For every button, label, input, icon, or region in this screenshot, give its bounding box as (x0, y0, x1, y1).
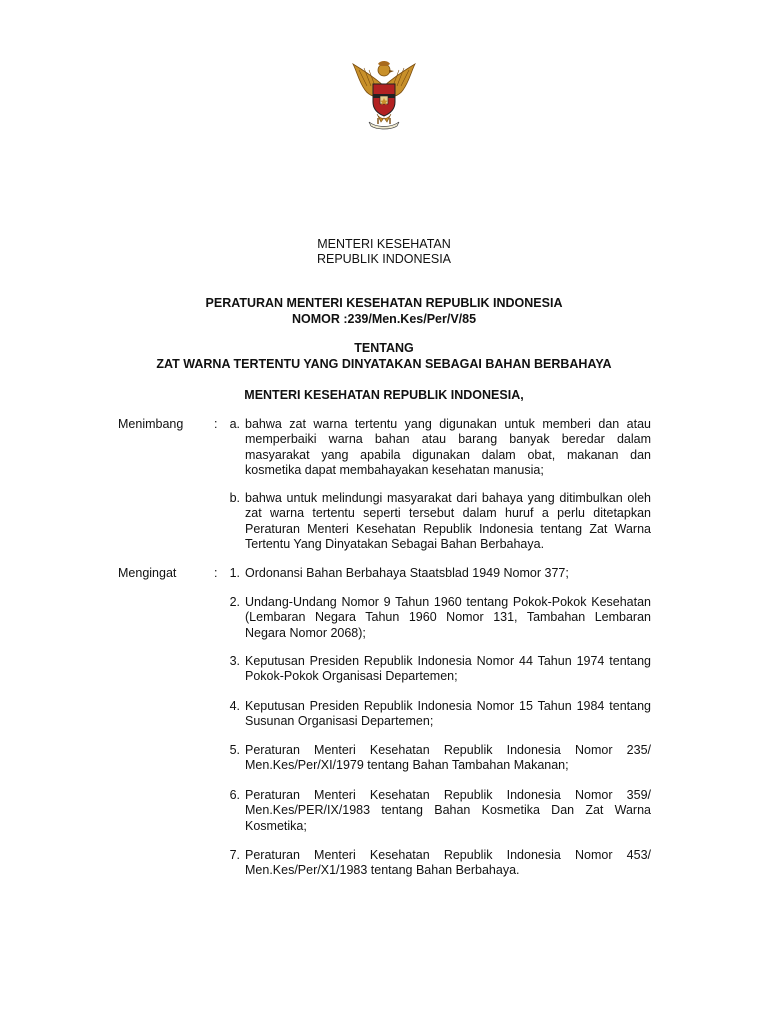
regulation-number: NOMOR :239/Men.Kes/Per/V/85 (291, 312, 477, 326)
mengingat-label: Mengingat (118, 566, 177, 580)
subject-title: ZAT WARNA TERTENTU YANG DINYATAKAN SEBAGAI BAHAN BERBAHAYA (156, 357, 612, 371)
menimbang-marker: a. (229, 417, 240, 431)
mengingat-marker: 3. (229, 654, 240, 668)
subject-heading: TENTANG (354, 341, 414, 355)
mengingat-item: Peraturan Menteri Kesehatan Republik Indonesia Nomor 453/ Men.Kes/Per/X1/1983 tentang Bahan Berbahaya. (245, 848, 651, 878)
mengingat-item: Keputusan Presiden Republik Indonesia Nomor 15 Tahun 1984 tentang Susunan Organisasi Departemen; (245, 699, 651, 729)
mengingat-item: Undang-Undang Nomor 9 Tahun 1960 tentang Pokok-Pokok Kesehatan (Lembaran Negara Tahun 1960 Nomor 131, Tambahan Lembaran Negara Nomor 2068); (245, 595, 651, 640)
mengingat-colon: : (214, 566, 218, 580)
menimbang-colon: : (214, 417, 218, 431)
menimbang-item: bahwa zat warna tertentu yang digunakan untuk memberi dan atau memperbaiki warna bahan atau barang banyak beredar dalam masyarakat yang apabila digunakan dalam obat, makanan dan kosmetika dapat membahayakan kesehatan manusia; (245, 417, 651, 477)
mengingat-item: Ordonansi Bahan Berbahaya Staatsblad 1949 Nomor 377; (245, 566, 569, 580)
mengingat-marker: 4. (229, 699, 240, 713)
menimbang-label: Menimbang (118, 417, 184, 431)
ministry-header-line1: MENTERI KESEHATAN (317, 237, 451, 251)
mengingat-marker: 5. (229, 743, 240, 757)
menimbang-item: bahwa untuk melindungi masyarakat dari bahaya yang ditimbulkan oleh zat warna tertentu seperti tersebut dalam huruf a perlu ditetapkan Peraturan Menteri Kesehatan Republik Indonesia tentang Zat Warna Tertentu Yang Dinyatakan Sebagai Bahan Berbahaya. (245, 491, 651, 551)
garuda-emblem (347, 56, 421, 132)
menimbang-marker: b. (229, 491, 240, 505)
authority-line: MENTERI KESEHATAN REPUBLIK INDONESIA, (244, 388, 524, 402)
mengingat-item: Peraturan Menteri Kesehatan Republik Indonesia Nomor 235/ Men.Kes/Per/XI/1979 tentang Bahan Tambahan Makanan; (245, 743, 651, 773)
mengingat-item: Peraturan Menteri Kesehatan Republik Indonesia Nomor 359/ Men.Kes/PER/IX/1983 tentang Bahan Kosmetika Dan Zat Warna Kosmetika; (245, 788, 651, 833)
regulation-title: PERATURAN MENTERI KESEHATAN REPUBLIK INDONESIA (205, 296, 563, 310)
mengingat-marker: 1. (229, 566, 240, 580)
ministry-header-line2: REPUBLIK INDONESIA (316, 252, 452, 266)
mengingat-marker: 7. (229, 848, 240, 862)
mengingat-marker: 6. (229, 788, 240, 802)
mengingat-marker: 2. (229, 595, 240, 609)
mengingat-item: Keputusan Presiden Republik Indonesia Nomor 44 Tahun 1974 tentang Pokok-Pokok Organisasi Departemen; (245, 654, 651, 684)
